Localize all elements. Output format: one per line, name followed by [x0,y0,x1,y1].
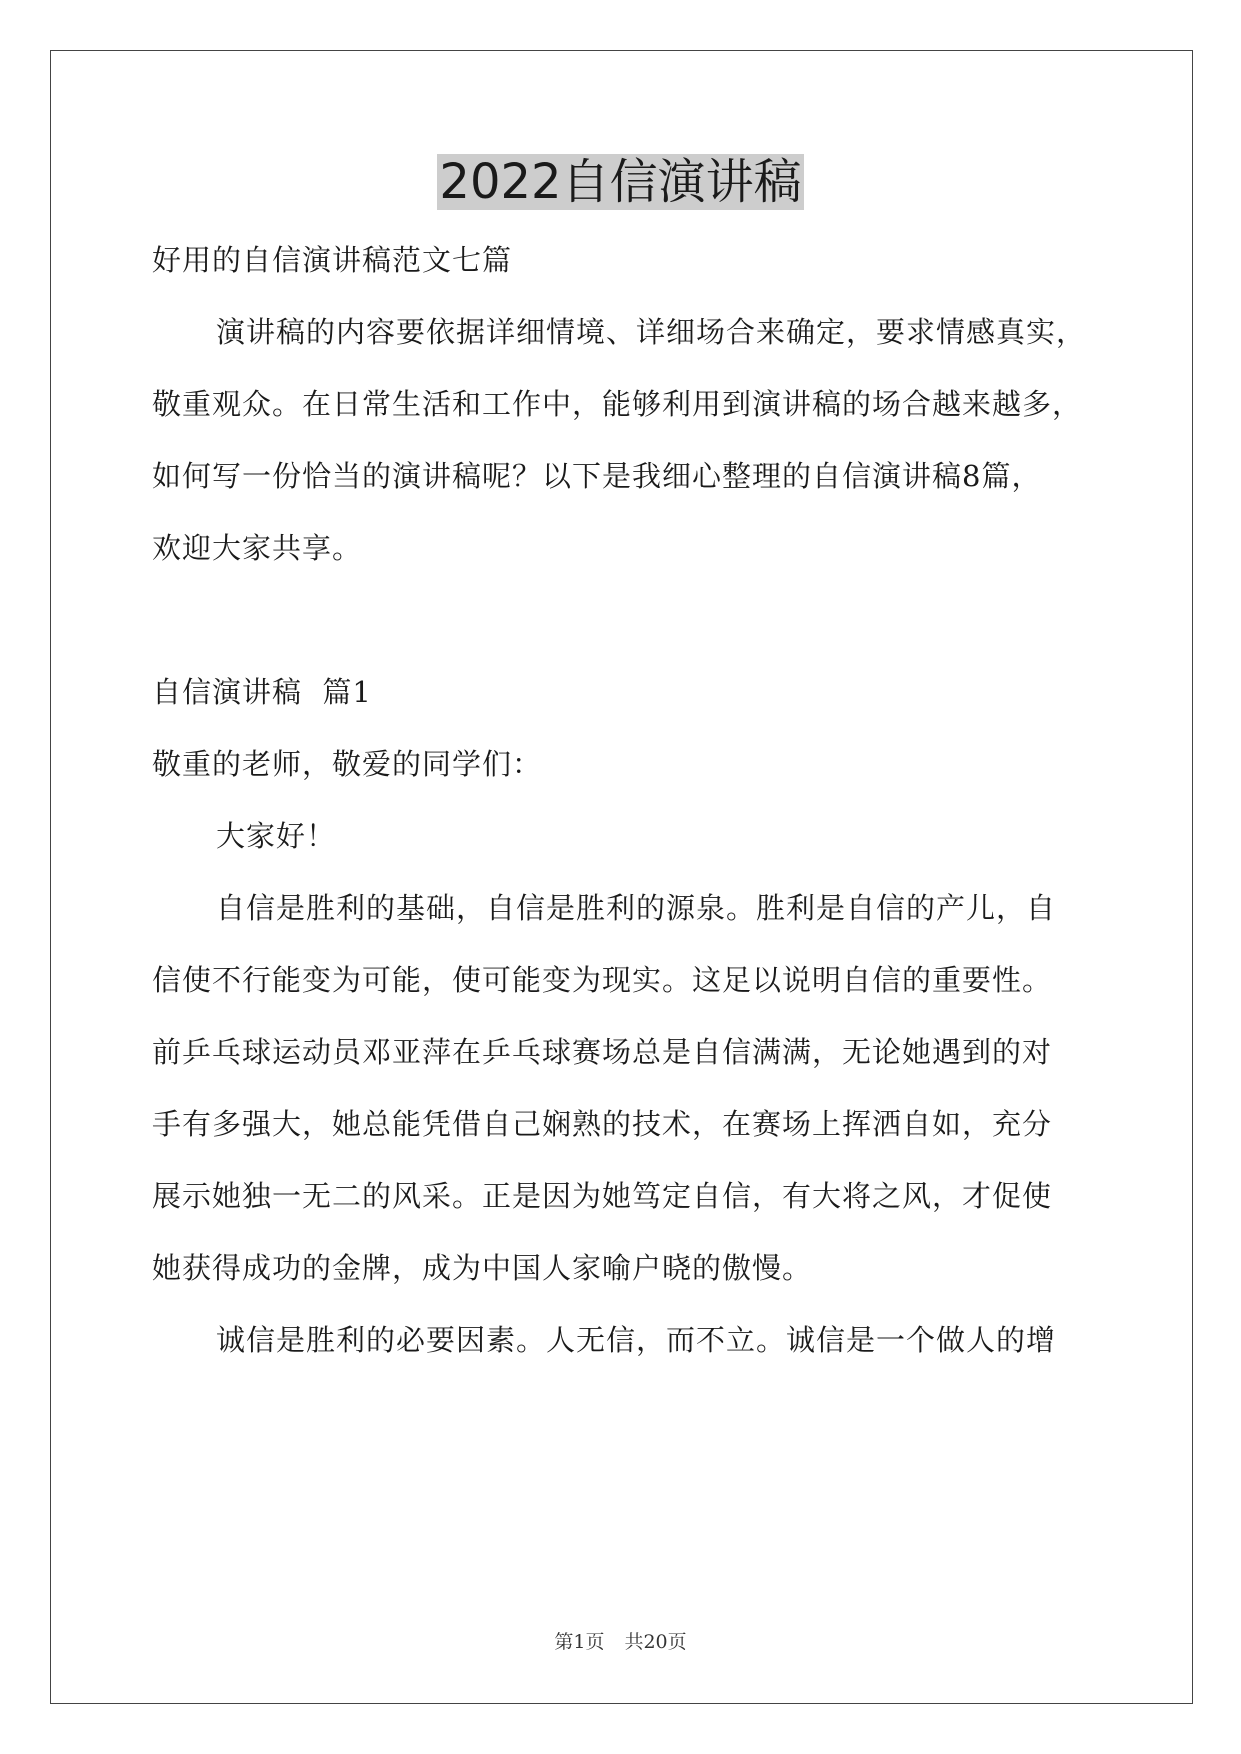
paragraph-1-line-5: 展示她独一无二的风采。正是因为她笃定自信，有大将之风，才促使 [152,1179,1053,1213]
paragraph-1-line-3: 前乒乓球运动员邓亚萍在乒乓球赛场总是自信满满，无论她遇到的对 [152,1035,1053,1069]
page-number: 第1页 [554,1631,605,1653]
page-border [50,50,1193,1704]
document-title-text: 2022自信演讲稿 [439,154,802,210]
paragraph-1-line-1: 自信是胜利的基础，自信是胜利的源泉。胜利是自信的产儿，自 [216,891,1057,925]
greeting: 大家好！ [216,819,337,853]
paragraph-1-line-4: 手有多强大，她总能凭借自己娴熟的技术，在赛场上挥洒自如，充分 [152,1107,1053,1141]
document-title [0,152,1241,212]
intro-line-3: 如何写一份恰当的演讲稿呢？以下是我细心整理的自信演讲稿8篇， [152,459,1042,493]
section-heading: 自信演讲稿 篇1 [152,675,372,709]
intro-line-4: 欢迎大家共享。 [152,531,363,565]
document-subtitle: 好用的自信演讲稿范文七篇 [152,243,513,277]
paragraph-1-line-6: 她获得成功的金牌，成为中国人家喻户晓的傲慢。 [152,1251,813,1285]
intro-line-2: 敬重观众。在日常生活和工作中，能够利用到演讲稿的场合越来越多， [152,387,1083,421]
salutation: 敬重的老师，敬爱的同学们： [152,747,543,781]
intro-line-1: 演讲稿的内容要依据详细情境、详细场合来确定，要求情感真实， [216,315,1087,349]
paragraph-1-line-2: 信使不行能变为可能，使可能变为现实。这足以说明自信的重要性。 [152,963,1053,997]
page-footer [0,1630,1241,1654]
paragraph-2-line-1: 诚信是胜利的必要因素。人无信，而不立。诚信是一个做人的增 [216,1323,1057,1357]
page-total: 共20页 [624,1631,687,1653]
